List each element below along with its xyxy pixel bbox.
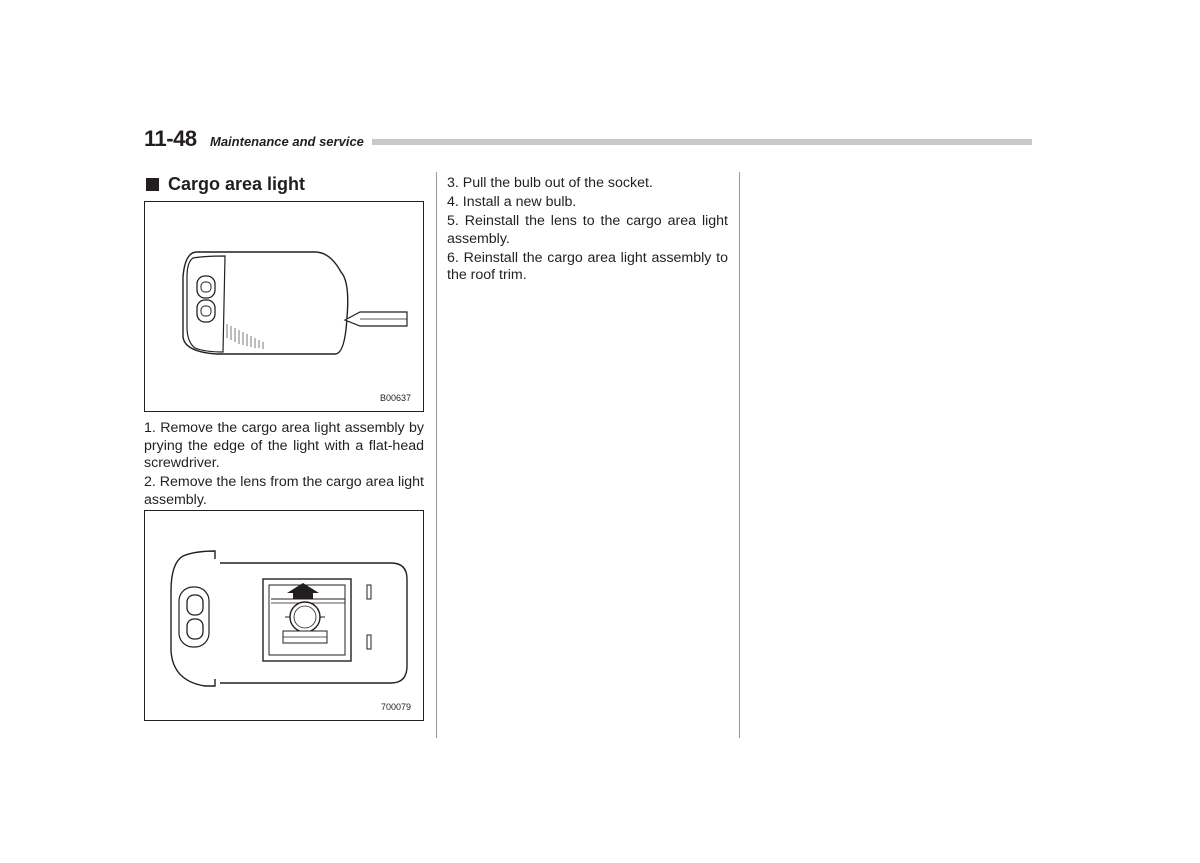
steps-column-2 [447, 175, 728, 286]
square-bullet-icon [146, 178, 159, 191]
step-6: 6. Reinstall the cargo area light assembly to the roof trim. [447, 249, 728, 283]
step-3: 3. Pull the bulb out of the socket. [447, 175, 653, 191]
step-2: 2. Remove the lens from the cargo area light assembly. [144, 474, 424, 508]
step-5: 5. Reinstall the lens to the cargo area light assembly. [447, 213, 728, 247]
cargo-light-removal-screwdriver-illustration [145, 202, 423, 411]
column-divider [436, 172, 437, 738]
page-number: 11-48 [144, 126, 197, 151]
section-heading [146, 174, 305, 195]
steps-column-1 [144, 420, 424, 511]
section-title: Cargo area light [168, 174, 306, 194]
figure-code: 700079 [380, 702, 411, 712]
figure-bulb-socket [144, 510, 424, 721]
header-rule [372, 139, 1032, 145]
step-4: 4. Install a new bulb. [447, 194, 577, 210]
cargo-light-bulb-socket-illustration [145, 511, 423, 720]
page-header [144, 126, 1032, 152]
figure-light-removal [144, 201, 424, 412]
step-1: 1. Remove the cargo area light assembly by prying the edge of the light with a flat-head screwdriver. [144, 420, 424, 471]
figure-code: B00637 [379, 393, 411, 403]
section-name: Maintenance and service [210, 134, 364, 149]
column-divider [739, 172, 740, 738]
